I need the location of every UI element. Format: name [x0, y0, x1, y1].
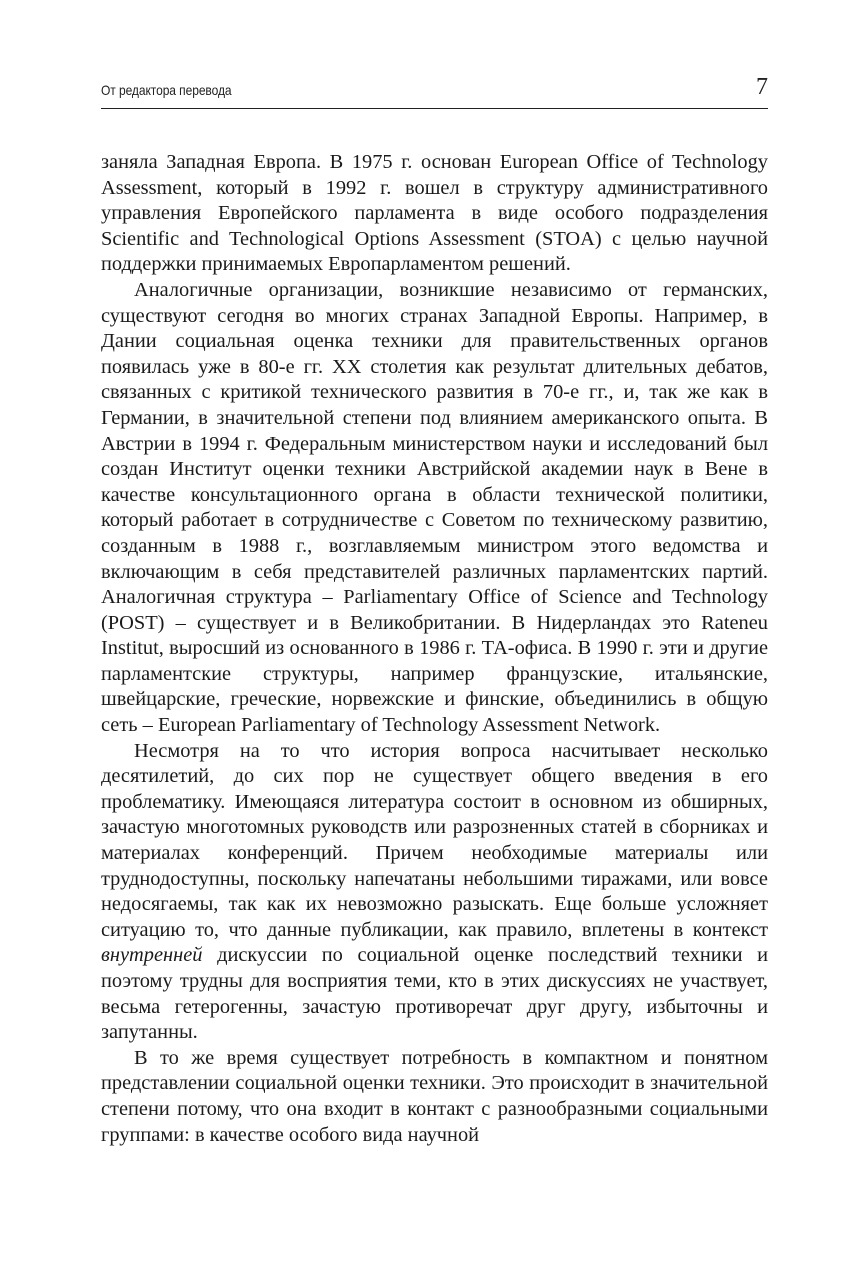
paragraph-3-text-after: дискуссии по социальной оценке последствий техники и поэтому трудны для восприятия теми, кто в этих дискуссиях не участвует, весьма гетерогенны, зачастую противоречат друг другу, избыточны и запутанны.	[101, 944, 768, 1044]
paragraph-2: Аналогичные организации, возникшие независимо от германских, существуют сегодня во многих странах Западной Европы. Например, в Дании социальная оценка техники для правительственных органов появилась уже в 80-е гг. XX столетия как результат длительных дебатов, связанных с критикой технического развития в 70-е гг., и, так же как в Германии, в значительной степени под влиянием американского опыта. В Австрии в 1994 г. Федеральным министерством науки и исследований был создан Институт оценки техники Австрийской академии наук в Вене в качестве консультационного органа в области технической политики, который работает в сотрудничестве с Советом по техническому развитию, созданным в 1988 г., возглавляемым министром этого ведомства и включающим в себя представителей различных парламентских партий. Аналогичная структура – Parliamentary Office of Science and Technology (POST) – существует и в Великобритании. В Нидерландах это Rateneu Institut, выросший из основанного в 1986 г. ТА-офиса. В 1990 г. эти и другие парламентские структуры, например французские, итальянские, швейцарские, греческие, норвежские и финские, объединились в общую сеть – European Parliamentary of Technology Assessment Network.	[101, 278, 768, 737]
running-head	[101, 74, 768, 109]
paragraph-3-emphasis: внутренней	[101, 944, 203, 967]
paragraph-3	[101, 739, 768, 1046]
running-title: От редактора перевода	[101, 82, 232, 98]
body-text	[101, 150, 768, 1148]
book-page	[101, 0, 768, 1269]
paragraph-4: В то же время существует потребность в компактном и понятном представлении социальной оценки техники. Это происходит в значительной степени потому, что она входит в контакт с разнообразными социальными группами: в качестве особого вида научной	[101, 1046, 768, 1146]
paragraph-3-text-before: Несмотря на то что история вопроса насчитывает несколько десятилетий, до сих пор не существует общего введения в его проблематику. Имеющаяся литература состоит в основном из обширных, зачастую многотомных руководств или разрозненных статей в сборниках и материалах конференций. Причем необходимые материалы или труднодоступны, поскольку напечатаны небольшими тиражами, или вовсе недосягаемы, так как их невозможно разыскать. Еще больше усложняет ситуацию то, что данные публикации, как правило, вплетены в контекст	[101, 739, 768, 941]
paragraph-1: заняла Западная Европа. В 1975 г. основан European Office of Technology Assessment, который в 1992 г. вошел в структуру административного управления Европейского парламента в виде особого подразделения Scientific and Technological Options Assessment (STOA) с целью научной поддержки принимаемых Европарламентом решений.	[101, 151, 768, 276]
page-number: 7	[756, 74, 768, 100]
